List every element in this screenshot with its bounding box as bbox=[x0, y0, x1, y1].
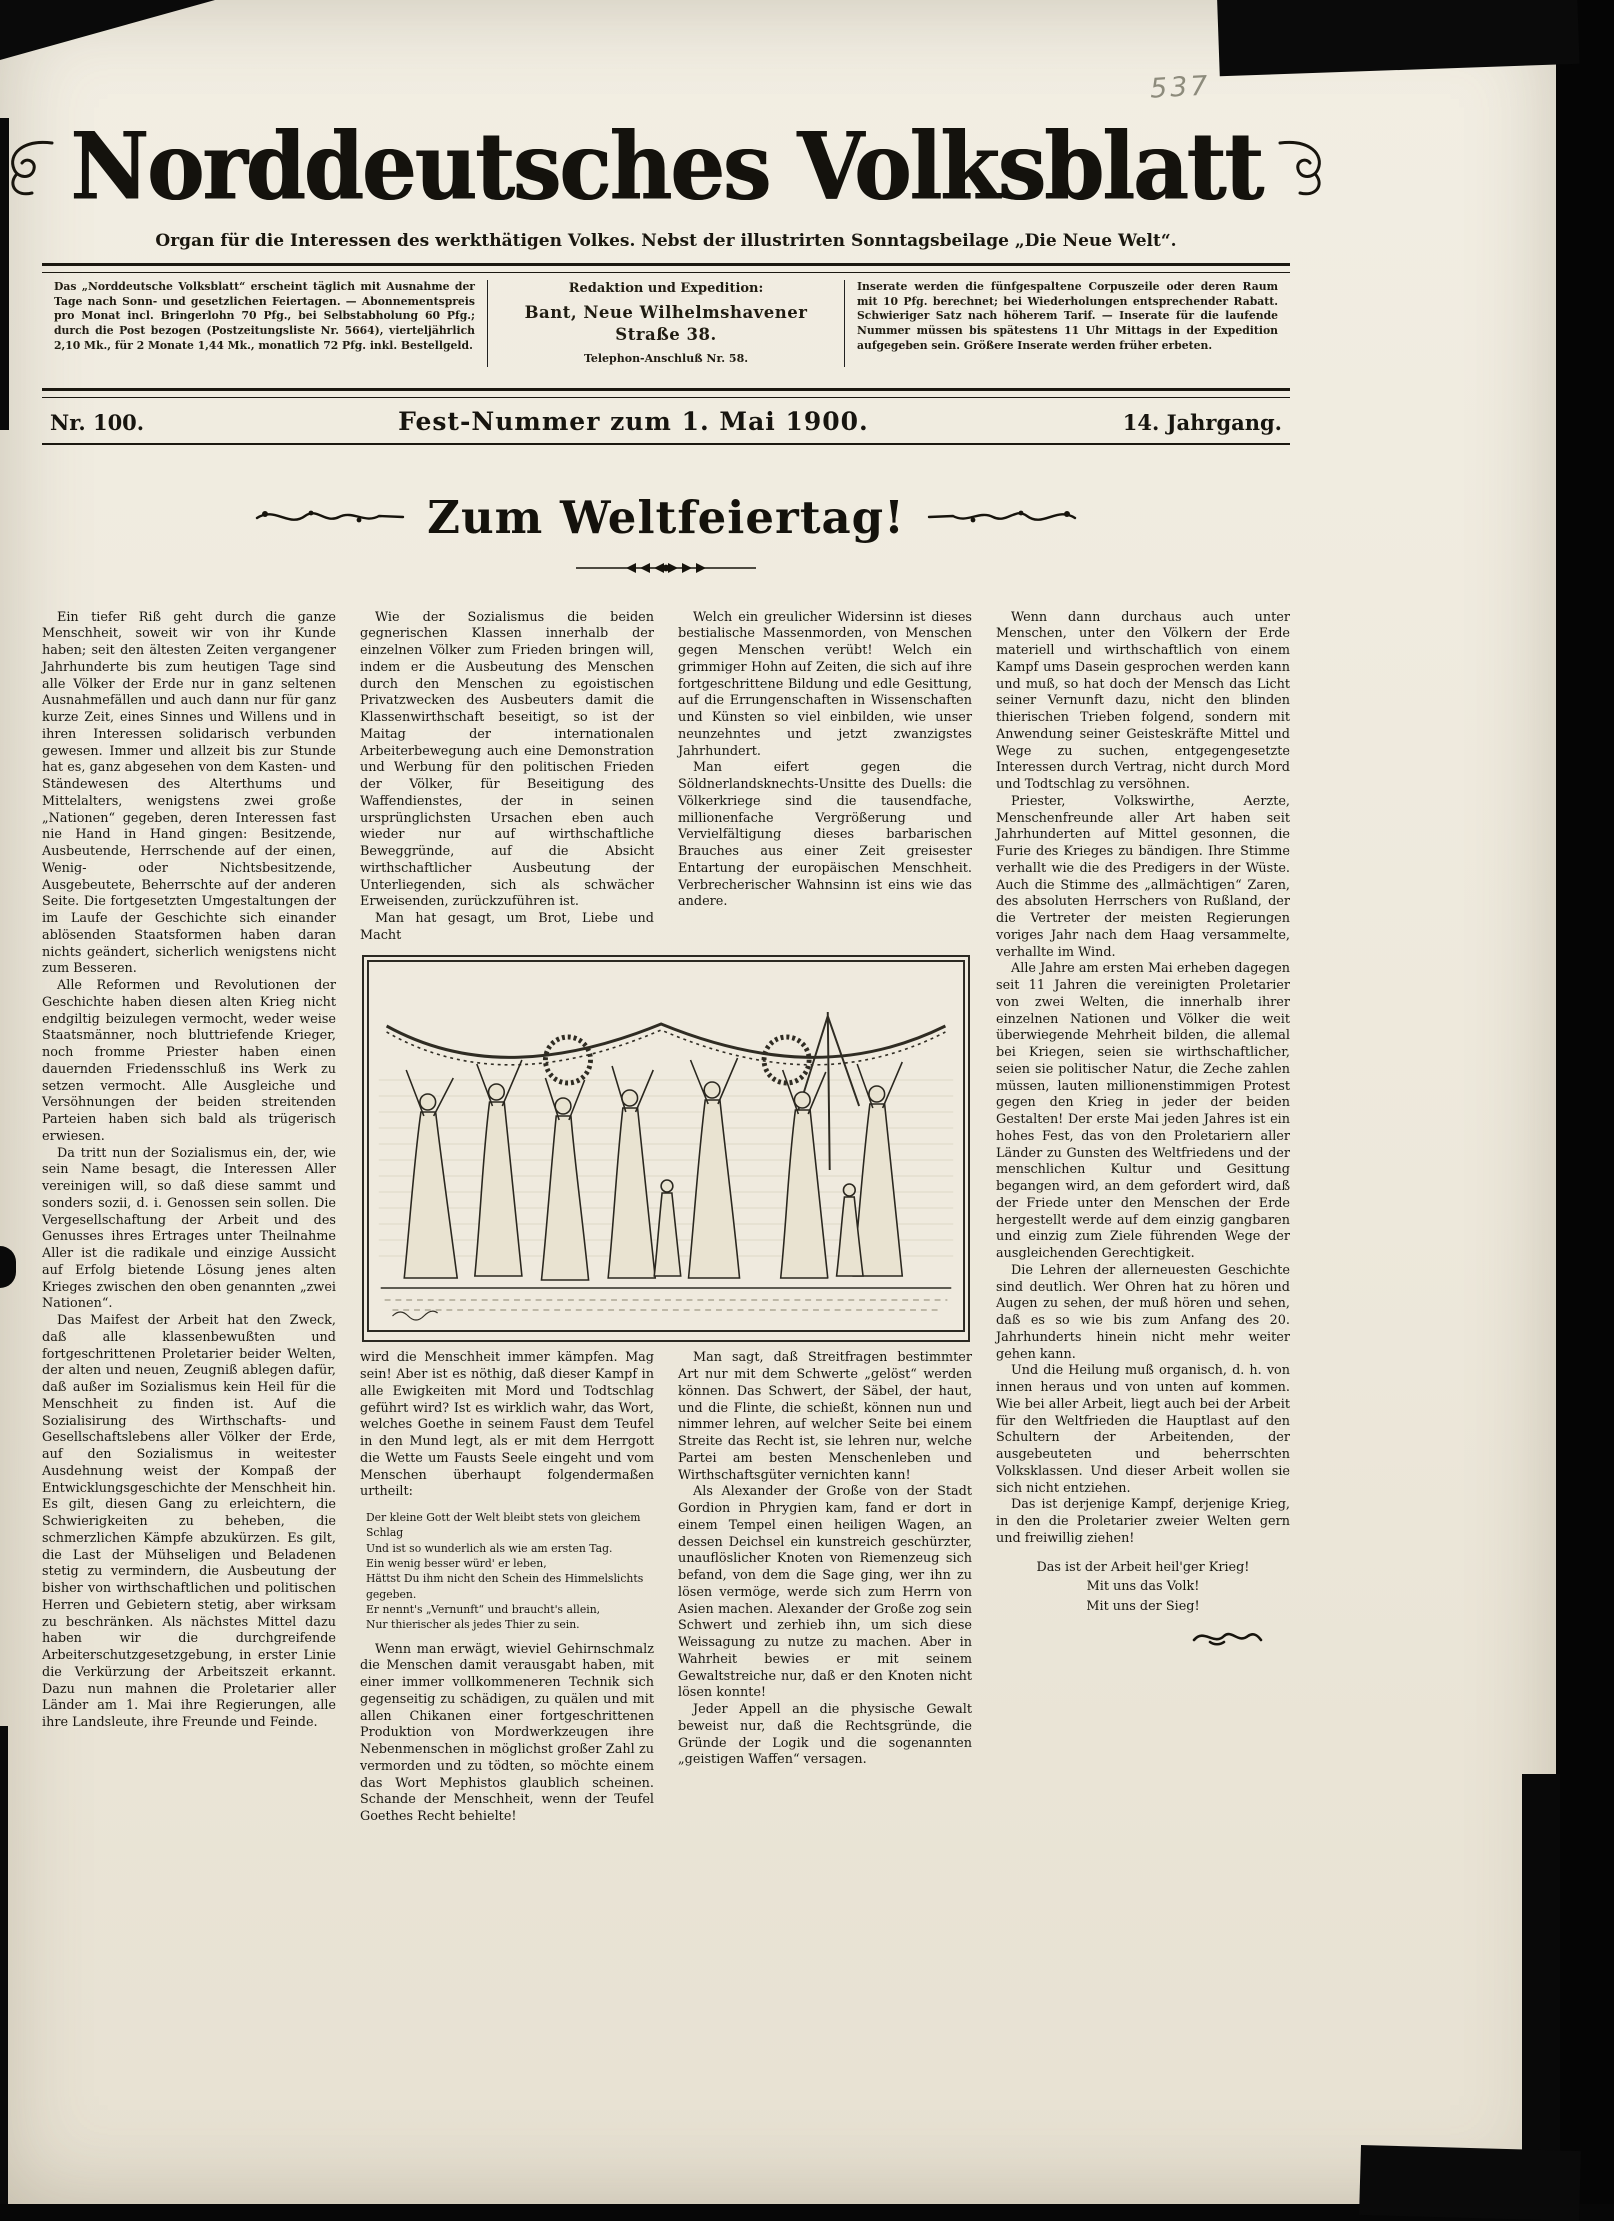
dateline bbox=[42, 398, 1290, 443]
editorial-office-address: Bant, Neue Wilhelmshavener Straße 38. bbox=[524, 302, 808, 345]
page-content bbox=[42, 0, 1290, 1826]
editorial-office-heading: Redaktion und Expedition: bbox=[568, 281, 764, 296]
headline-divider-icon bbox=[42, 560, 1290, 580]
rule-dateline bbox=[42, 443, 1290, 445]
edition-title: Fest-Nummer zum 1. Mai 1900. bbox=[398, 406, 869, 436]
column-2-bottom-paragraphs: Wenn man erwägt, wieviel Gehirnschmalz die Menschen damit verausgabt haben, mit einer immer vollkommeneren Technik sich gegenseitig zu schädigen, zu quälen und mit allen Chikanen einer fortgeschrittenen Produktion von Mordwerkzeugen ihre Nebenmenschen in möglichst großer Zahl zu vermorden und zu tödten, so möchte einem das Wort Mephistos glaublich scheinen. Schande der Menschheit, wenn der Teufel Goethes Recht behielte! bbox=[360, 1641, 654, 1825]
faust-quotation: Der kleine Gott der Welt bleibt stets von gleichem Schlag Und ist so wunderlich als wie am ersten Tag. Ein wenig besser würd' er leben, Hättst Du ihm nicht den Schein des Himmelslichts gegeben. Er nennt's „Vernunft“ und braucht's allein, Nur thierischer als jedes Thier zu sein. bbox=[366, 1511, 644, 1632]
scan-artifact-corner-bottom-right bbox=[1359, 2145, 1581, 2221]
rule-mid bbox=[42, 388, 1290, 398]
scan-artifact-corner-top-right bbox=[1216, 0, 1579, 76]
column-3-top: Welch ein greulicher Widersinn ist dieses bestialische Massenmorden, von Menschen gegen Menschen verübt! Welch ein grimmiger Hohn auf Zeiten, die sich auf ihre fortgeschrittene Bildung und edle Gesittung, auf die Errungenschaften in Wissenschaften und Künsten so viel einbilden, wie unser neunzehntes und jetzt zwanzigstes Jahrhundert. Man eifert gegen die Söldnerlandsknechts-Unsitte des Duells: die Völkerkriege sind die tausendfache, millionenfache Vergrößerung und Vervielfältigung dieses barbarischen Brauches aus einer Zeit greisester Entartung der europäischen Menschheit. Verbrecherischer Wahnsinn ist eins wie das andere. bbox=[678, 609, 972, 910]
scan-artifact-corner-top-left bbox=[0, 0, 215, 60]
column-3-bottom: Man sagt, daß Streitfragen bestimmter Art nur mit dem Schwerte „gelöst“ werden können. Das Schwert, der Säbel, der haut, und die Flinte, die schießt, können nun und nimmer lehren, auf welcher Seite bei einem Streite das Recht ist, sie lehren nur, welche Partei am besten Menschenleben und Wirthschaftsgüter vernichten kann! Als Alexander der Große von der Stadt Gordion in Phrygien kam, fand er dort in einem Tempel einen heiligen Wagen, an dessen Deichsel ein kunstreich geschürzter, unauflöslicher Knoten von Riemenzeug sich befand, von dem die Sage ging, wer ihn zu lösen vermöge, werde sich zum Herrn von Asien machen. Alexander der Große zog sein Schwert und zerhieb ihn, um sich diese Weissagung zu nutze zu machen. Aber in Wahrheit bewies er mit seinem Gewaltstreiche nur, daß er den Knoten nicht lösen konnte! Jeder Appell an die physische Gewalt beweist nur, daß die Rechtsgründe, die Gründe der Logik und die sogenannten „geistigen Waffen“ versagen. bbox=[678, 1350, 972, 1768]
masthead bbox=[42, 111, 1290, 222]
subscription-info: Das „Norddeutsche Volksblatt“ erscheint täglich mit Ausnahme der Tage nach Sonn- und gesetzlichen Feiertagen. — Abonnementspreis pro Monat incl. Bringerlohn 70 Pfg., bei Selbstabholung 60 Pfg.; durch die Post bezogen (Postzeitungsliste Nr. 5664), vierteljährlich 2,10 Mk., für 2 Monate 1,44 Mk., monatlich 72 Pfg. inkl. Bestellgeld. bbox=[54, 280, 475, 352]
scan-artifact-left-upper bbox=[0, 118, 9, 430]
masthead-flourish-right-icon bbox=[1276, 135, 1330, 199]
tailpiece-ornament-icon bbox=[996, 1626, 1290, 1648]
may-day-illustration bbox=[362, 955, 970, 1343]
column-2-bottom bbox=[360, 1350, 654, 1826]
column-4-paragraphs: Wenn dann durchaus auch unter Menschen, unter den Völkern der Erde materiell und wirthschaftlich von einem Kampf ums Dasein gesprochen werden kann und muß, so hat doch der Mensch das Licht seiner Vernunft dazu, nicht den blinden thierischen Trieben folgend, sondern mit Anwendung seiner Geisteskräfte Mittel und Wege zu suchen, entgegengesetzte Interessen durch Vertrag, nicht durch Mord und Todtschlag zu versöhnen. Priester, Volkswirthe, Aerzte, Menschenfreunde aller Art haben seit Jahrhunderten auf Mittel gesonnen, die Furie des Krieges zu bändigen. Ihre Stimme verhallt wie die des Predigers in der Wüste. Auch die Stimme des „allmächtigen“ Zaren, des absoluten Herrschers von Rußland, der die Vertreter der meisten Regierungen voriges Jahr nach dem Haag versammelte, verhallte im Wind. Alle Jahre am ersten Mai erheben dagegen seit 11 Jahren die vereinigten Proletarier von zwei Welten, die innerhalb ihrer einzelnen Nationen und Völker die weit überwiegende Mehrheit bilden, die allemal bei Kriegen, seien sie wirthschaftlicher, seien sie politischer Natur, die Zeche zahlen müssen, lauten millionenstimmigen Protest gegen den Krieg in jeder der beiden Gestalten! Der erste Mai jeden Jahres ist ein hohes Fest, das von den Proletariern aller Länder zu Gunsten des Weltfriedens und der menschlichen Kultur und Gesittung begangen wird, an dem gefordert wird, daß der Friede unter den Menschen der Erde hergestellt werde auf dem einzig gangbaren und einzig zum Ziele führenden Wege der ausgleichenden Gerechtigkeit. Die Lehren der allerneuesten Geschichte sind deutlich. Wer Ohren hat zu hören und Augen zu sehen, der muß hören und sehen, daß es so wie bis zum Anfang des 20. Jahrhunderts hinein nicht mehr weiter gehen kann. Und die Heilung muß organisch, d. h. von innen heraus und von unten auf kommen. Wie bei aller Arbeit, liegt auch bei der Arbeit für den Weltfrieden die Hauptlast auf den Schultern der Arbeitenden, der ausgebeuteten und beherrschten Volksklassen. Und dieser Arbeit wollen sie sich nicht entziehen. Das ist derjenige Kampf, derjenige Krieg, in den die Proletarier zweier Welten gern und freiwillig ziehen! bbox=[996, 609, 1291, 1546]
illustration-cell bbox=[360, 945, 972, 1351]
headline-row bbox=[42, 491, 1290, 544]
publisher-infobox bbox=[42, 273, 1290, 376]
column-1: Ein tiefer Riß geht durch die ganze Menschheit, soweit wir von ihr Kunde haben; seit den ältesten Zeiten vergangener Jahrhunderte bis zum heutigen Tage sind alle Völker der Erde nur in ganz seltenen Ausnahmefällen und auch dann nur für ganz kurze Zeit, eines Sinnes und Willens und in ihren Interessen solidarisch verbunden gewesen. Immer und allzeit bis zur Stunde hat es, ganz abgesehen von dem Kasten- und Ständewesen des Alterthums und Mittelalters, wenigstens zwei große „Nationen“ gegeben, deren Interessen fast nie Hand in Hand gingen: Besitzende, Ausbeutende, Herrschende auf der einen, Wenig- oder Nichtsbesitzende, Ausgebeutete, Beherrschte auf der anderen Seite. Die fortgesetzten Umgestaltungen der im Laufe der Geschichte sich einander ablösenden Staatsformen haben daran nichts geändert, sicherlich wenigstens nicht zum Besseren. Alle Reformen und Revolutionen der Geschichte haben diesen alten Krieg nicht endgiltig beizulegen vermocht, weder weise Staatsmänner, noch bluttriefende Krieger, noch fromme Priester haben einen dauernden Friedensschluß ins Werk zu setzen vermocht. Alle Ausgleiche und Versöhnungen der beiden streitenden Parteien haben sich bald als trügerisch erwiesen. Da tritt nun der Sozialismus ein, der, wie sein Name besagt, die Interessen Aller vereinigen will, so daß diese sammt und sonders sozii, d. i. Genossen sein sollen. Die Vergesellschaftung der Arbeit und des Genusses ihres Ertrages unter Theilnahme Aller ist die radikale und einzige Aussicht auf Erfolg bietende Lösung jenes alten Krieges zwischen den oben genannten „zwei Nationen“. Das Maifest der Arbeit hat den Zweck, daß alle klassenbewußten und fortgeschrittenen Proletarier beider Welten, der alten und neuen, Zeugniß ablegen dafür, daß außer im Sozialismus kein Heil für die Menschheit zu finden ist. Auf die Sozialisirung des Wirthschafts- und Gesellschaftslebens aller Völker der Erde, auf den Sozialismus in weitester Ausdehnung weist der Kompaß der Entwicklungsgeschichte der Menschheit hin. Es gilt, diesen Gang zu erleichtern, die Schwierigkeiten zu beheben, die schmerzlichen Kämpfe abzukürzen. Es gilt, die Last der Mühseligen und Beladenen stetig zu vermindern, die Ausbeutung der bisher von wirthschaftlichen und politischen Herren und Gebietern stetig, aber wirksam zu beschränken. Als nächstes Mittel dazu haben wir die durchgreifende Arbeiterschutzgesetzgebung, in erster Linie die Verkürzung der Arbeitszeit erkannt. Dazu nun mahnen die Proletarier aller Länder am 1. Mai ihre Regierungen, alle ihre Landsleute, ihre Freunde und Feinde. bbox=[42, 609, 336, 1730]
newspaper-title: Norddeutsches Volksblatt bbox=[70, 111, 1262, 222]
scan-artifact-left-lower bbox=[0, 1726, 8, 2204]
headline-flourish-right-icon bbox=[927, 502, 1077, 532]
editorial-office-phone: Telephon-Anschluß Nr. 58. bbox=[583, 351, 749, 365]
editorial-office-info bbox=[487, 280, 845, 367]
column-2-top: Wie der Sozialismus die beiden gegnerischen Klassen innerhalb der einzelnen Völker zum Frieden bringen will, indem er die Ausbeutung des Menschen durch den Menschen zu egoistischen Privatzwecken des Ausbeuters damit die Klassenwirthschaft beseitigt, so ist der Maitag der internationalen Arbeiterbewegung auch eine Demonstration und Werbung für den politischen Frieden der Völker, für Beseitigung des Waffendienstes, der in seinen ursprünglichsten Ursachen eben auch wieder nur auf wirthschaftliche Beweggründe, auf die Absicht wirthschaftlicher Ausbeutung der Unterliegenden, sich als schwächer Erweisenden, zurückzuführen ist. Man hat gesagt, um Brot, Liebe und Macht bbox=[360, 609, 654, 943]
article-body bbox=[42, 610, 1290, 1826]
column-4 bbox=[996, 610, 1290, 1826]
article-headline: Zum Weltfeiertag! bbox=[427, 490, 905, 544]
masthead-subtitle: Organ für die Interessen des werkthätigen Volkes. Nebst der illustrirten Sonntagsbeilage „Die Neue Welt“. bbox=[155, 231, 1177, 251]
headline-flourish-left-icon bbox=[255, 502, 405, 532]
issue-number: Nr. 100. bbox=[50, 409, 145, 435]
column-2-lead-paragraph: wird die Menschheit immer kämpfen. Mag sein! Aber ist es nöthig, daß dieser Kampf in alle Ewigkeiten mit Mord und Todtschlag geführt wird? Ist es wirklich wahr, das Wort, welches Goethe in seinem Faust dem Teufel in den Mund legt, als er mit dem Herrgott die Wette um Fausts Seele eingeht und vom Menschen überhaupt folgendermaßen urtheilt: bbox=[360, 1350, 654, 1500]
advertising-info: Inserate werden die fünfgespaltene Corpuszeile oder deren Raum mit 10 Pfg. berechnet; bei Wiederholungen entsprechender Rabatt. Schwieriger Satz nach höherem Tarif. — Inserate für die laufende Nummer müssen bis spätestens 11 Uhr Mittags in der Expedition aufgegeben sein. Größere Inserate werden früher erbeten. bbox=[857, 280, 1278, 352]
masthead-flourish-left-icon bbox=[2, 135, 56, 199]
volume-number: 14. Jahrgang. bbox=[1122, 409, 1282, 435]
scan-artifact-right-edge bbox=[1556, 0, 1614, 2204]
closing-verse: Das ist der Arbeit heil'ger Krieg! Mit uns das Volk! Mit uns der Sieg! bbox=[1036, 1559, 1250, 1614]
handwritten-page-number: 537 bbox=[1149, 70, 1212, 105]
scan-artifact-right-lower bbox=[1522, 1774, 1560, 2204]
rule-top bbox=[42, 263, 1290, 273]
